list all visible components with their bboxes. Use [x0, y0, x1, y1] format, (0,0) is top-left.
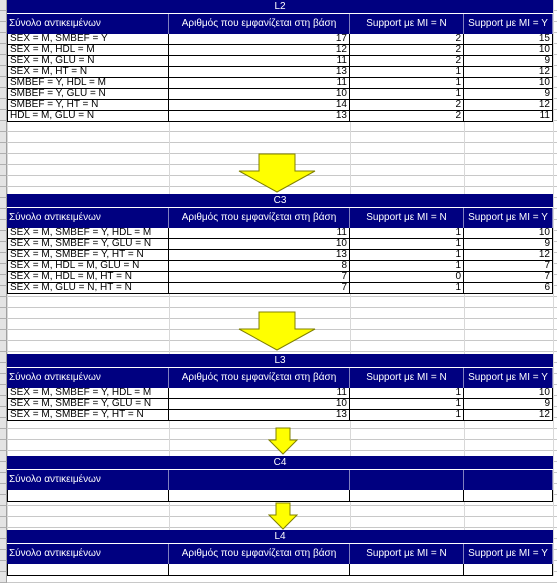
cell-support-y[interactable]: 9: [464, 56, 553, 67]
cell-itemset[interactable]: HDL = M, GLU = N: [7, 111, 169, 122]
cell-support-y[interactable]: 10: [464, 78, 553, 89]
row-header[interactable]: [0, 385, 7, 396]
cell-support-y[interactable]: 15: [464, 34, 553, 45]
header-row: [7, 470, 553, 490]
header-count[interactable]: Αριθμός που εμφανίζεται στη βάση: [169, 544, 350, 564]
row-header[interactable]: [0, 517, 7, 528]
table-row: [7, 67, 553, 78]
row-header[interactable]: [0, 418, 7, 429]
down-arrow-icon: [268, 427, 298, 455]
header-itemset[interactable]: Σύνολο αντικειμένων: [7, 544, 169, 564]
table-row: [7, 272, 553, 283]
cell-count[interactable]: 12: [169, 45, 350, 56]
cell-itemset[interactable]: SMBEF = Y, HT = N: [7, 100, 169, 111]
row-header[interactable]: [0, 176, 7, 187]
cell-count[interactable]: 10: [169, 399, 350, 410]
cell-count[interactable]: 10: [169, 239, 350, 250]
cell-itemset[interactable]: SEX = M, SMBEF = Y, HT = N: [7, 410, 169, 421]
cell-count[interactable]: 8: [169, 261, 350, 272]
cell-support-y[interactable]: 9: [464, 239, 553, 250]
cell-support-n[interactable]: 2: [350, 111, 464, 122]
cell-support-y[interactable]: [464, 564, 553, 576]
table-row: [7, 490, 553, 502]
grid-row[interactable]: [0, 121, 557, 132]
header-support-n[interactable]: Support με MI = N: [350, 14, 464, 34]
header-support-n[interactable]: Support με MI = N: [350, 208, 464, 228]
cell-support-n[interactable]: 2: [350, 56, 464, 67]
cell-support-n[interactable]: 2: [350, 45, 464, 56]
header-support-n[interactable]: [350, 470, 464, 490]
table-l2: [7, 0, 553, 122]
row-header[interactable]: [0, 462, 7, 473]
row-header[interactable]: [0, 198, 7, 209]
row-header[interactable]: [0, 231, 7, 242]
cell-count[interactable]: 13: [169, 67, 350, 78]
row-header[interactable]: [0, 220, 7, 231]
cell-support-n[interactable]: 1: [350, 67, 464, 78]
header-support-y[interactable]: Support με MI = Y: [464, 208, 553, 228]
row-header[interactable]: [0, 506, 7, 517]
arrow-shape: [269, 503, 297, 529]
row-header[interactable]: [0, 440, 7, 451]
grid-row[interactable]: [0, 297, 557, 308]
header-support-y[interactable]: [464, 470, 553, 490]
header-count[interactable]: [169, 470, 350, 490]
row-header[interactable]: [0, 121, 7, 132]
table-row: [7, 34, 553, 45]
table-title: C3: [7, 194, 553, 208]
cell-support-y[interactable]: 11: [464, 111, 553, 122]
down-arrow-icon: [237, 311, 317, 351]
row-header[interactable]: [0, 330, 7, 341]
cell-support-n[interactable]: 1: [350, 250, 464, 261]
cell-itemset[interactable]: SEX = M, SMBEF = Y, HDL = M: [7, 388, 169, 399]
row-header[interactable]: [0, 341, 7, 352]
row-header[interactable]: [0, 286, 7, 297]
cell-count[interactable]: 10: [169, 89, 350, 100]
row-header[interactable]: [0, 11, 7, 22]
cell-support-n[interactable]: 2: [350, 34, 464, 45]
header-row: [7, 208, 553, 228]
table-title: L3: [7, 354, 553, 368]
cell-support-y[interactable]: 9: [464, 89, 553, 100]
header-support-n[interactable]: Support με MI = N: [350, 368, 464, 388]
header-row: [7, 14, 553, 34]
row-header[interactable]: [0, 561, 7, 572]
row-header[interactable]: [0, 154, 7, 165]
cell-itemset[interactable]: SEX = M, SMBEF = Y, HDL = M: [7, 228, 169, 239]
row-header[interactable]: [0, 165, 7, 176]
cell-support-n[interactable]: 1: [350, 89, 464, 100]
table-l4: [7, 530, 553, 576]
cell-count[interactable]: 11: [169, 78, 350, 89]
cell-itemset[interactable]: [7, 564, 169, 576]
cell-itemset[interactable]: SEX = M, SMBEF = Y, HT = N: [7, 250, 169, 261]
column-gridline: [553, 0, 554, 576]
row-header[interactable]: [0, 187, 7, 198]
cell-support-y[interactable]: 7: [464, 272, 553, 283]
table-row: [7, 388, 553, 399]
row-header[interactable]: [0, 473, 7, 484]
row-header[interactable]: [0, 275, 7, 286]
cell-count[interactable]: [169, 490, 350, 502]
row-header[interactable]: [0, 88, 7, 99]
cell-count[interactable]: 13: [169, 410, 350, 421]
row-header[interactable]: [0, 132, 7, 143]
cell-support-y[interactable]: 12: [464, 67, 553, 78]
header-count[interactable]: Αριθμός που εμφανίζεται στη βάση: [169, 208, 350, 228]
cell-count[interactable]: [169, 564, 350, 576]
row-header[interactable]: [0, 374, 7, 385]
cell-itemset[interactable]: SMBEF = Y, HDL = M: [7, 78, 169, 89]
cell-itemset[interactable]: SEX = M, HDL = M, HT = N: [7, 272, 169, 283]
cell-count[interactable]: 11: [169, 228, 350, 239]
cell-support-n[interactable]: 1: [350, 239, 464, 250]
row-header[interactable]: [0, 484, 7, 495]
cell-count[interactable]: 11: [169, 56, 350, 67]
row-header[interactable]: [0, 396, 7, 407]
row-header[interactable]: [0, 77, 7, 88]
cell-support-n[interactable]: 1: [350, 283, 464, 294]
cell-count[interactable]: 13: [169, 111, 350, 122]
down-arrow-icon: [268, 502, 298, 530]
cell-itemset[interactable]: SEX = M, GLU = N: [7, 56, 169, 67]
row-header[interactable]: [0, 0, 7, 11]
cell-itemset[interactable]: [7, 490, 169, 502]
cell-itemset[interactable]: SMBEF = Y, GLU = N: [7, 89, 169, 100]
row-header[interactable]: [0, 352, 7, 363]
table-row: [7, 250, 553, 261]
header-itemset[interactable]: Σύνολο αντικειμένων: [7, 470, 169, 490]
cell-support-n[interactable]: 1: [350, 410, 464, 421]
table-row: [7, 56, 553, 67]
row-header[interactable]: [0, 143, 7, 154]
row-header[interactable]: [0, 110, 7, 121]
cell-support-n[interactable]: 1: [350, 78, 464, 89]
cell-support-y[interactable]: 12: [464, 250, 553, 261]
cell-itemset[interactable]: SEX = M, SMBEF = Y, GLU = N: [7, 239, 169, 250]
header-itemset[interactable]: Σύνολο αντικειμένων: [7, 368, 169, 388]
cell-count[interactable]: 11: [169, 388, 350, 399]
arrow-shape: [269, 428, 297, 454]
row-header[interactable]: [0, 539, 7, 550]
cell-support-y[interactable]: 12: [464, 100, 553, 111]
cell-support-n[interactable]: 1: [350, 261, 464, 272]
down-arrow-icon: [237, 153, 317, 193]
cell-support-y[interactable]: [464, 490, 553, 502]
cell-itemset[interactable]: SEX = M, GLU = N, HT = N: [7, 283, 169, 294]
table-row: [7, 239, 553, 250]
table-c4: [7, 456, 553, 502]
cell-support-n[interactable]: 0: [350, 272, 464, 283]
table-row: [7, 78, 553, 89]
cell-support-n[interactable]: [350, 564, 464, 576]
cell-count[interactable]: 7: [169, 283, 350, 294]
row-header[interactable]: [0, 495, 7, 506]
table-row: [7, 399, 553, 410]
cell-support-y[interactable]: 9: [464, 399, 553, 410]
row-header[interactable]: [0, 363, 7, 374]
cell-support-y[interactable]: 6: [464, 283, 553, 294]
table-row: [7, 100, 553, 111]
row-header[interactable]: [0, 33, 7, 44]
row-header[interactable]: [0, 22, 7, 33]
row-header[interactable]: [0, 66, 7, 77]
cell-itemset[interactable]: SEX = M, HDL = M, GLU = N: [7, 261, 169, 272]
row-header[interactable]: [0, 319, 7, 330]
cell-support-n[interactable]: [350, 490, 464, 502]
row-header[interactable]: [0, 429, 7, 440]
cell-count[interactable]: 13: [169, 250, 350, 261]
row-header[interactable]: [0, 407, 7, 418]
table-row: [7, 564, 553, 576]
cell-count[interactable]: 7: [169, 272, 350, 283]
cell-support-n[interactable]: 2: [350, 100, 464, 111]
table-title: L2: [7, 0, 553, 14]
table-row: [7, 261, 553, 272]
row-header[interactable]: [0, 451, 7, 462]
table-row: [7, 45, 553, 56]
row-header[interactable]: [0, 55, 7, 66]
grid-row[interactable]: [0, 132, 557, 143]
row-header[interactable]: [0, 264, 7, 275]
table-row: [7, 111, 553, 122]
header-support-y[interactable]: Support με MI = Y: [464, 368, 553, 388]
table-c3: [7, 194, 553, 294]
row-header[interactable]: [0, 44, 7, 55]
header-count[interactable]: Αριθμός που εμφανίζεται στη βάση: [169, 368, 350, 388]
arrow-shape: [239, 154, 315, 192]
row-header[interactable]: [0, 550, 7, 561]
row-header[interactable]: [0, 99, 7, 110]
cell-support-y[interactable]: 7: [464, 261, 553, 272]
row-header[interactable]: [0, 308, 7, 319]
header-support-y[interactable]: Support με MI = Y: [464, 544, 553, 564]
row-header[interactable]: [0, 209, 7, 220]
cell-support-y[interactable]: 10: [464, 388, 553, 399]
table-l3: [7, 354, 553, 421]
cell-itemset[interactable]: SEX = M, HDL = M: [7, 45, 169, 56]
row-header[interactable]: [0, 528, 7, 539]
row-header[interactable]: [0, 242, 7, 253]
header-support-n[interactable]: Support με MI = N: [350, 544, 464, 564]
row-header[interactable]: [0, 572, 7, 583]
cell-support-y[interactable]: 10: [464, 228, 553, 239]
header-count[interactable]: Αριθμός που εμφανίζεται στη βάση: [169, 14, 350, 34]
arrow-shape: [239, 312, 315, 350]
table-row: [7, 283, 553, 294]
cell-support-n[interactable]: 1: [350, 228, 464, 239]
row-header[interactable]: [0, 297, 7, 308]
cell-support-y[interactable]: 12: [464, 410, 553, 421]
cell-itemset[interactable]: SEX = M, SMBEF = Y: [7, 34, 169, 45]
table-title: L4: [7, 530, 553, 544]
row-header[interactable]: [0, 253, 7, 264]
cell-count[interactable]: 14: [169, 100, 350, 111]
table-title: C4: [7, 456, 553, 470]
cell-count[interactable]: 17: [169, 34, 350, 45]
header-row: [7, 368, 553, 388]
header-row: [7, 544, 553, 564]
cell-itemset[interactable]: SEX = M, SMBEF = Y, GLU = N: [7, 399, 169, 410]
header-itemset[interactable]: Σύνολο αντικειμένων: [7, 208, 169, 228]
header-support-y[interactable]: Support με MI = Y: [464, 14, 553, 34]
cell-itemset[interactable]: SEX = M, HT = N: [7, 67, 169, 78]
table-row: [7, 228, 553, 239]
header-itemset[interactable]: Σύνολο αντικειμένων: [7, 14, 169, 34]
table-row: [7, 89, 553, 100]
table-row: [7, 410, 553, 421]
cell-support-y[interactable]: 10: [464, 45, 553, 56]
cell-support-n[interactable]: 1: [350, 388, 464, 399]
cell-support-n[interactable]: 1: [350, 399, 464, 410]
